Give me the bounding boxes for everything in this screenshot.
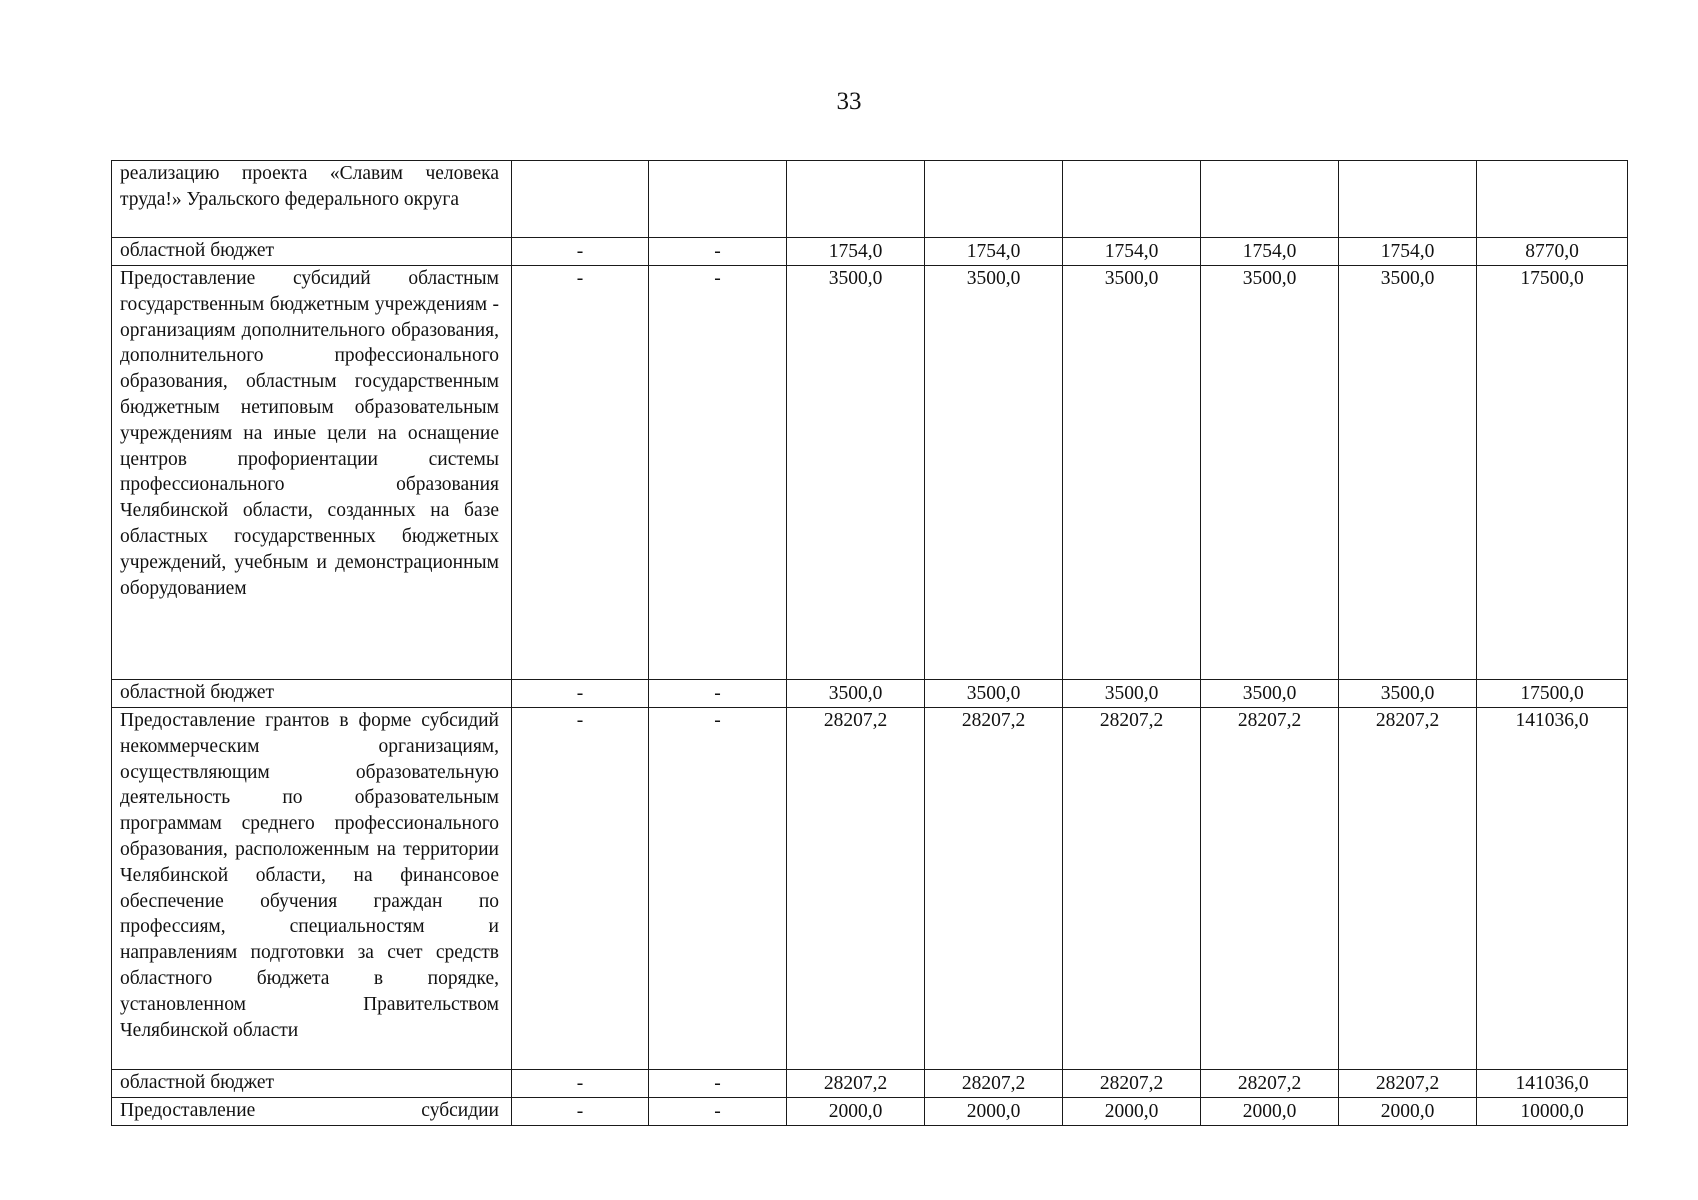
value-cell: 1754,0 bbox=[787, 238, 925, 266]
value-cell: 2000,0 bbox=[925, 1098, 1063, 1126]
value-cell: 10000,0 bbox=[1477, 1098, 1628, 1126]
value-cell: 3500,0 bbox=[1339, 266, 1477, 680]
value-cell: 17500,0 bbox=[1477, 680, 1628, 708]
value-cell: - bbox=[649, 266, 787, 680]
value-cell: 3500,0 bbox=[1201, 680, 1339, 708]
value-cell: 28207,2 bbox=[1201, 1070, 1339, 1098]
row-description: областной бюджет bbox=[112, 1070, 512, 1098]
table-row bbox=[112, 161, 1628, 238]
value-cell: - bbox=[649, 680, 787, 708]
row-description: Предоставление субсидий областным государственным бюджетным учреждениям - организациям дополнительного образования, дополнительного профессионального образования, областным государственным бюджетным нетиповым образовательным учреждениям на иные цели на оснащение центров профориентации системы профессионального образования Челябинской области, созданных на базе областных государственных бюджетных учреждений, учебным и демонстрационным оборудованием bbox=[112, 266, 512, 680]
table-row bbox=[112, 680, 1628, 708]
value-cell: 28207,2 bbox=[1063, 708, 1201, 1070]
value-cell: - bbox=[512, 238, 649, 266]
value-cell bbox=[787, 161, 925, 238]
value-cell: 2000,0 bbox=[787, 1098, 925, 1126]
value-cell: - bbox=[512, 1070, 649, 1098]
value-cell: - bbox=[649, 1070, 787, 1098]
value-cell bbox=[925, 161, 1063, 238]
value-cell: 1754,0 bbox=[1201, 238, 1339, 266]
table-row bbox=[112, 1070, 1628, 1098]
budget-table bbox=[111, 160, 1628, 1126]
value-cell: 3500,0 bbox=[787, 266, 925, 680]
value-cell: 8770,0 bbox=[1477, 238, 1628, 266]
value-cell: 28207,2 bbox=[1339, 708, 1477, 1070]
value-cell: 3500,0 bbox=[1339, 680, 1477, 708]
value-cell: - bbox=[512, 1098, 649, 1126]
row-description: областной бюджет bbox=[112, 680, 512, 708]
value-cell: 28207,2 bbox=[1339, 1070, 1477, 1098]
value-cell: 1754,0 bbox=[925, 238, 1063, 266]
row-description bbox=[112, 1098, 512, 1126]
value-cell: - bbox=[649, 238, 787, 266]
value-cell: 17500,0 bbox=[1477, 266, 1628, 680]
page-number: 33 bbox=[836, 88, 862, 115]
value-cell: 28207,2 bbox=[787, 1070, 925, 1098]
row-description-word: Предоставление bbox=[120, 1100, 256, 1121]
value-cell: 1754,0 bbox=[1063, 238, 1201, 266]
value-cell: 1754,0 bbox=[1339, 238, 1477, 266]
row-description-word: субсидии bbox=[421, 1100, 499, 1121]
value-cell: - bbox=[649, 1098, 787, 1126]
value-cell bbox=[1063, 161, 1201, 238]
table-row bbox=[112, 238, 1628, 266]
value-cell: 141036,0 bbox=[1477, 1070, 1628, 1098]
value-cell bbox=[649, 161, 787, 238]
table-row bbox=[112, 708, 1628, 1070]
row-description: областной бюджет bbox=[112, 238, 512, 266]
table-row bbox=[112, 1098, 1628, 1126]
value-cell: 28207,2 bbox=[1201, 708, 1339, 1070]
value-cell: 28207,2 bbox=[925, 1070, 1063, 1098]
value-cell bbox=[1477, 161, 1628, 238]
value-cell: 28207,2 bbox=[787, 708, 925, 1070]
value-cell: 3500,0 bbox=[1063, 680, 1201, 708]
row-description: Предоставление грантов в форме субсидий некоммерческим организациям, осуществляющим образовательную деятельность по образовательным программам среднего профессионального образования, расположенным на территории Челябинской области, на финансовое обеспечение обучения граждан по профессиям, специальностям и направлениям подготовки за счет средств областного бюджета в порядке, установленном Правительством Челябинской области bbox=[112, 708, 512, 1070]
value-cell: - bbox=[512, 680, 649, 708]
row-description: реализацию проекта «Славим человека труда!» Уральского федерального округа bbox=[112, 161, 512, 238]
value-cell: 2000,0 bbox=[1339, 1098, 1477, 1126]
value-cell: 3500,0 bbox=[1201, 266, 1339, 680]
value-cell bbox=[1339, 161, 1477, 238]
table-row bbox=[112, 266, 1628, 680]
value-cell: 28207,2 bbox=[925, 708, 1063, 1070]
value-cell: 28207,2 bbox=[1063, 1070, 1201, 1098]
value-cell: 2000,0 bbox=[1063, 1098, 1201, 1126]
value-cell: - bbox=[512, 266, 649, 680]
value-cell: 3500,0 bbox=[925, 680, 1063, 708]
value-cell: 3500,0 bbox=[925, 266, 1063, 680]
value-cell: 2000,0 bbox=[1201, 1098, 1339, 1126]
value-cell bbox=[1201, 161, 1339, 238]
value-cell: - bbox=[512, 708, 649, 1070]
value-cell bbox=[512, 161, 649, 238]
value-cell: 3500,0 bbox=[1063, 266, 1201, 680]
value-cell: 3500,0 bbox=[787, 680, 925, 708]
value-cell: 141036,0 bbox=[1477, 708, 1628, 1070]
value-cell: - bbox=[649, 708, 787, 1070]
